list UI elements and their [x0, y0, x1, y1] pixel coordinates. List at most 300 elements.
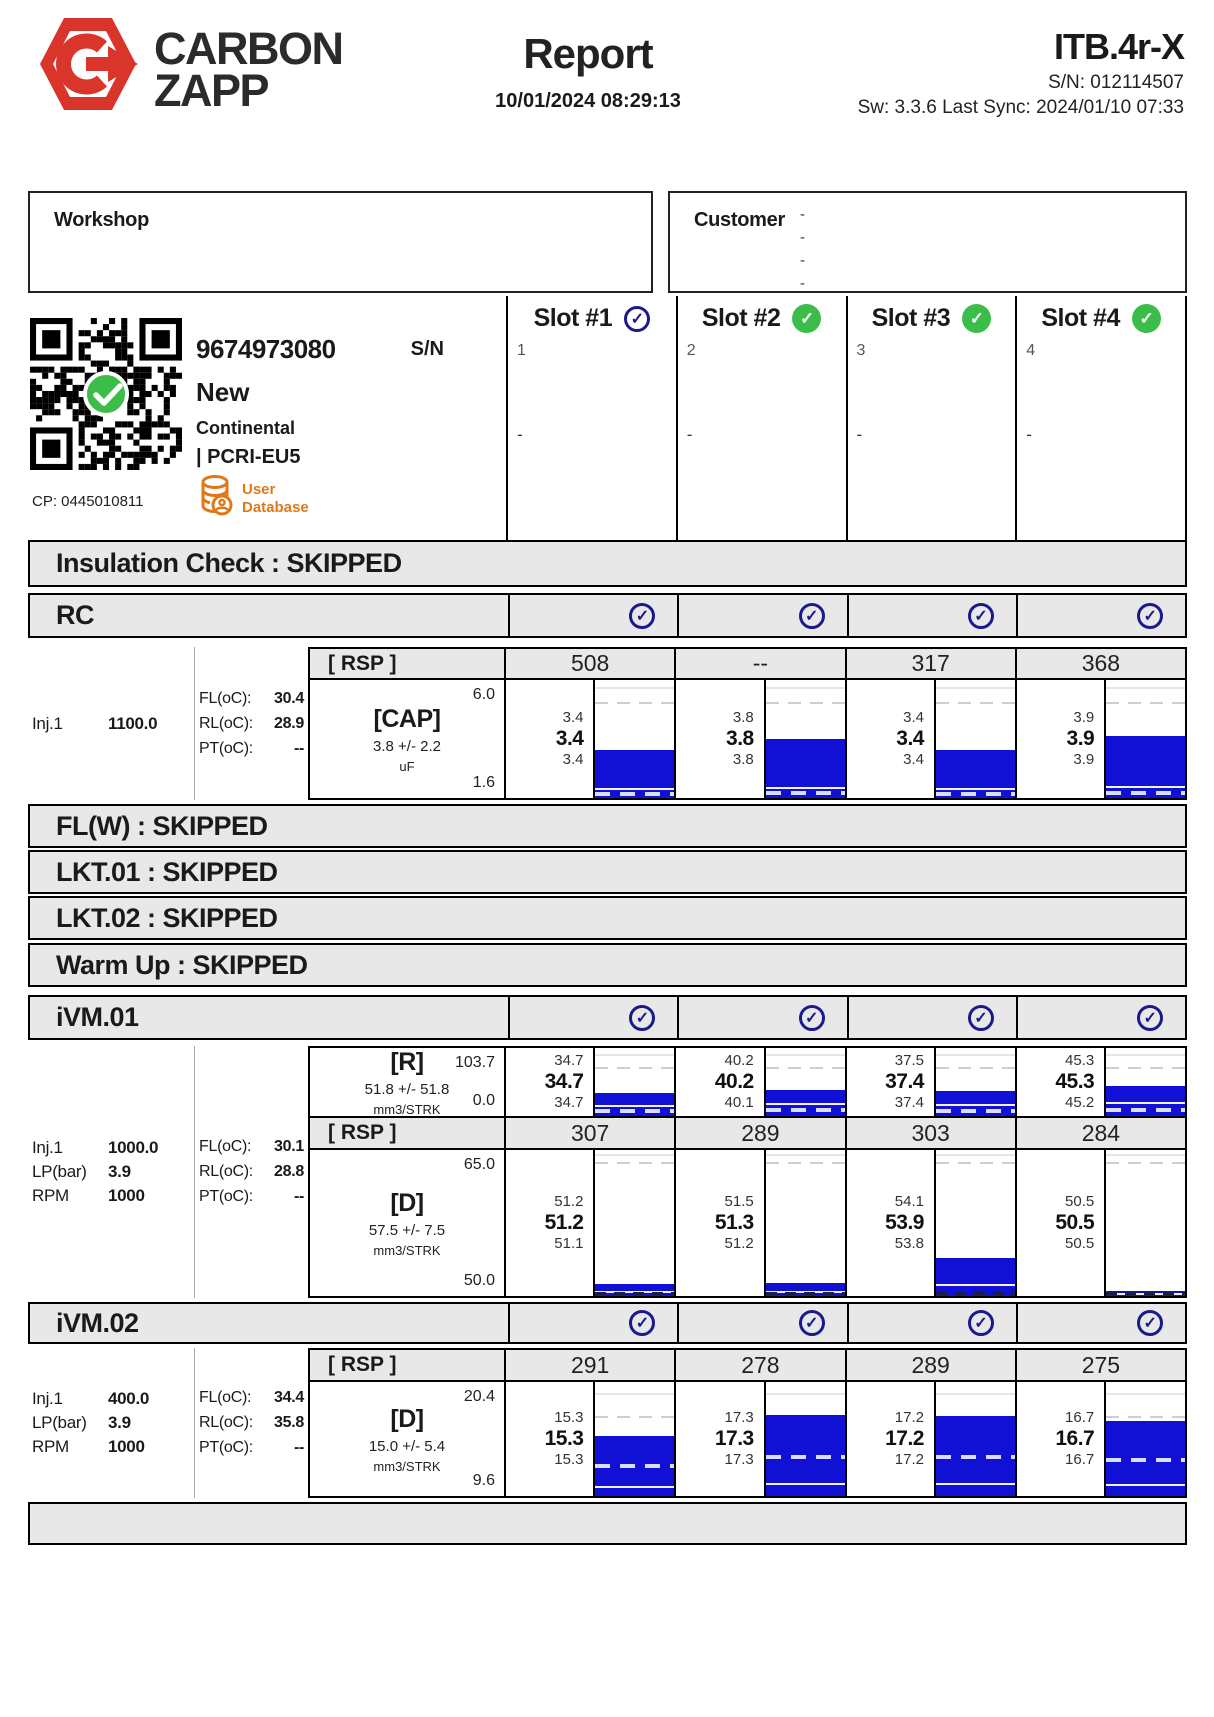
- injector-model: | PCRI-EU5: [196, 446, 301, 468]
- bar-fill: [595, 750, 674, 798]
- slot-header: [848, 296, 1016, 333]
- measure-avg: 53.9: [885, 1210, 924, 1234]
- bar-fill: [1106, 1086, 1185, 1116]
- tolerance-dash-line: [936, 1067, 1015, 1069]
- ivm02-temps: [195, 1348, 308, 1498]
- measure-min: 40.1: [724, 1094, 754, 1112]
- upper-guide-line: [595, 1054, 674, 1056]
- chart-row: [308, 1150, 1187, 1298]
- rsp-label: [ RSP ]: [308, 1118, 506, 1148]
- slot-column: [676, 296, 846, 540]
- measure-avg: 40.2: [714, 1069, 754, 1093]
- chart-range-min: 50.0: [463, 1272, 495, 1289]
- bar-fill: [595, 1093, 674, 1116]
- tolerance-dash-line: [1106, 1416, 1185, 1418]
- lower-tolerance-dash: [1106, 1292, 1185, 1295]
- lower-tolerance-dash: [936, 1292, 1015, 1295]
- banner-warmup-text: Warm Up : SKIPPED: [56, 949, 308, 980]
- chart-row: [308, 680, 1187, 800]
- upper-guide-line: [936, 1393, 1015, 1395]
- upper-guide-line: [595, 1393, 674, 1395]
- slot-measure-cell: [506, 1382, 676, 1496]
- measure-avg: 3.8: [726, 726, 754, 750]
- lower-tolerance-dash: [595, 1292, 674, 1295]
- bar-chart: [593, 680, 674, 798]
- condition-line: [32, 1160, 194, 1184]
- bar-chart: [764, 680, 845, 798]
- check-blue-icon: ✓: [799, 1005, 825, 1031]
- check-blue-icon: ✓: [799, 603, 825, 629]
- check-blue-icon: ✓: [1137, 1005, 1163, 1031]
- tolerance-dash-line: [766, 1067, 845, 1069]
- bar-marker-dash: [766, 791, 845, 795]
- injector-condition: New: [196, 377, 250, 407]
- condition-line: [32, 1411, 194, 1435]
- chart-name: [R]: [390, 1047, 424, 1076]
- check-blue-icon: ✓: [629, 603, 655, 629]
- banner-rc: [28, 593, 1187, 638]
- carbon-zapp-logo-icon: [38, 14, 138, 119]
- ivm01-temps: [195, 1046, 308, 1298]
- condition-line: [32, 1435, 194, 1459]
- slot-measure-cell: [847, 1048, 1017, 1116]
- slot-measure-cell: [506, 680, 676, 798]
- measure-values: [506, 680, 593, 798]
- rc-measure-rows: [308, 647, 1187, 800]
- measure-min: 51.2: [724, 1235, 754, 1253]
- measure-min: 34.7: [554, 1094, 584, 1112]
- measure-avg: 17.3: [714, 1426, 754, 1450]
- slot-title: Slot #4: [1041, 304, 1120, 332]
- banner-insulation-check: [28, 540, 1187, 587]
- chart-unit: mm3/STRK: [373, 1242, 441, 1258]
- rsp-label: [ RSP ]: [308, 649, 506, 678]
- measure-avg: 16.7: [1055, 1426, 1095, 1450]
- condition-value: 400.0: [108, 1389, 150, 1408]
- bar-chart: [934, 680, 1015, 798]
- rsp-value-cell: 303: [847, 1118, 1017, 1148]
- condition-line: [32, 712, 194, 736]
- bar-chart: [1104, 680, 1185, 798]
- check-green-icon: ✓: [962, 304, 991, 333]
- banner-slot-cell: [508, 997, 677, 1038]
- condition-value: 1000: [108, 1437, 145, 1456]
- chart-range-max: 65.0: [463, 1156, 495, 1173]
- check-blue-icon: ✓: [629, 1005, 655, 1031]
- slot-measure-cell: [1017, 680, 1187, 798]
- temperature-line: [199, 1414, 304, 1432]
- bar-fill: [766, 1415, 845, 1496]
- chart-row: [308, 1046, 1187, 1118]
- measure-values: [1017, 1382, 1104, 1496]
- bar-marker-line: [936, 1284, 1015, 1286]
- rc-block: [28, 647, 1187, 800]
- temperature-line: [199, 1188, 304, 1206]
- rsp-value-cell: 368: [1017, 649, 1187, 678]
- measure-avg: 3.4: [896, 726, 924, 750]
- banner-slot-cell: [508, 595, 677, 636]
- page-header: [38, 14, 1184, 119]
- bar-fill: [936, 750, 1015, 798]
- slot-header: [678, 296, 846, 333]
- temperature-value: 30.4: [274, 689, 304, 707]
- bar-chart: [934, 1150, 1015, 1296]
- measure-values: [676, 1382, 763, 1496]
- rc-conditions: [28, 647, 195, 800]
- check-green-icon: ✓: [792, 304, 821, 333]
- upper-guide-line: [595, 1154, 674, 1156]
- temperature-name: FL(oC):: [199, 1138, 252, 1155]
- temperature-value: 34.4: [274, 1389, 304, 1406]
- upper-guide-line: [766, 1054, 845, 1056]
- temperature-value: --: [293, 739, 304, 757]
- slot-title: Slot #2: [701, 304, 781, 332]
- bar-marker-dash: [1106, 1458, 1185, 1462]
- customer-line: -: [800, 252, 805, 269]
- bar-marker-line: [1106, 1484, 1185, 1486]
- measure-avg: 3.4: [555, 726, 584, 750]
- slot-column: [1015, 296, 1185, 540]
- bar-marker-dash: [936, 1109, 1015, 1113]
- slot-measure-cell: [847, 1150, 1017, 1296]
- check-blue-icon: ✓: [968, 1005, 994, 1031]
- measure-values: [676, 1048, 763, 1116]
- ivm02-conditions: [28, 1348, 195, 1498]
- chart-unit: mm3/STRK: [373, 1101, 441, 1117]
- tolerance-dash-line: [595, 1416, 674, 1418]
- measure-max: 15.3: [554, 1408, 584, 1426]
- slot-title: Slot #3: [871, 304, 951, 332]
- rsp-value-cell: 508: [506, 649, 676, 678]
- rsp-value-cell: 291: [506, 1350, 676, 1380]
- measure-avg: 51.2: [544, 1210, 584, 1234]
- brand-name: [154, 14, 343, 119]
- bar-marker-line: [595, 788, 674, 790]
- bar-fill: [766, 739, 845, 798]
- slot-number: 1: [517, 342, 526, 359]
- ivm02-title: iVM.02: [56, 1307, 139, 1338]
- qr-code-image: [30, 318, 182, 470]
- chart-range-max: 103.7: [454, 1054, 495, 1071]
- banner-insulation-text: Insulation Check : SKIPPED: [56, 548, 402, 578]
- injector-details: [196, 334, 501, 469]
- chart-unit: uF: [399, 758, 415, 774]
- check-blue-icon: ✓: [1137, 1310, 1163, 1336]
- measure-values: [676, 680, 763, 798]
- upper-guide-line: [1106, 1054, 1185, 1056]
- bar-marker-dash: [936, 792, 1015, 796]
- measure-max: 3.4: [562, 708, 584, 726]
- slot-note: -: [856, 425, 863, 444]
- upper-guide-line: [1106, 1154, 1185, 1156]
- measure-avg: 37.4: [885, 1069, 924, 1093]
- ivm01-measure-rows: [308, 1046, 1187, 1298]
- slot-column: [506, 296, 676, 540]
- slot-number: 4: [1026, 342, 1036, 359]
- device-info: [728, 14, 1184, 119]
- chart-row: [308, 1382, 1187, 1498]
- bar-marker-dash: [595, 1464, 674, 1468]
- slot-number: 2: [686, 342, 696, 359]
- tolerance-dash-line: [595, 1067, 674, 1069]
- bar-marker-dash: [1106, 1108, 1185, 1112]
- measure-max: 51.5: [724, 1192, 754, 1210]
- banner-slot-cell: [677, 595, 846, 636]
- condition-name: LP(bar): [32, 1413, 87, 1432]
- bar-marker-line: [1106, 1102, 1185, 1104]
- upper-guide-line: [766, 1393, 845, 1395]
- temperature-line: [199, 1389, 304, 1407]
- banner-slot-cell: [847, 1304, 1016, 1342]
- measure-values: [1017, 1048, 1104, 1116]
- qr-code: [30, 318, 182, 475]
- condition-name: RPM: [32, 1186, 69, 1205]
- banner-slot-cell: [847, 595, 1016, 636]
- chart-label-cell: [308, 1150, 506, 1296]
- slot-header: [1017, 296, 1185, 333]
- banner-slot-cell: [1016, 1304, 1185, 1342]
- page-title: Report: [523, 30, 653, 77]
- banner-slot-cell: [677, 1304, 846, 1342]
- temperature-value: 30.1: [274, 1138, 304, 1155]
- bar-chart: [593, 1382, 674, 1496]
- measure-avg: 45.3: [1055, 1069, 1095, 1093]
- measure-min: 3.4: [562, 751, 584, 769]
- customer-label: Customer: [694, 209, 785, 231]
- measure-max: 17.3: [724, 1408, 754, 1426]
- bar-chart: [593, 1150, 674, 1296]
- bar-marker-dash: [766, 1455, 845, 1459]
- banner-ivm01: [28, 995, 1187, 1040]
- measure-max: 34.7: [554, 1051, 584, 1069]
- temperature-name: RL(oC):: [199, 714, 253, 732]
- temperature-name: PT(oC):: [199, 1439, 253, 1456]
- chart-label-cell: [308, 1382, 506, 1496]
- measure-min: 3.9: [1073, 751, 1095, 769]
- tolerance-dash-line: [1106, 1162, 1185, 1164]
- upper-guide-line: [595, 687, 674, 689]
- measure-min: 17.3: [724, 1451, 754, 1469]
- temperature-line: [199, 1138, 304, 1156]
- device-serial: S/N: 012114507: [1048, 72, 1184, 93]
- lower-tolerance-dash: [766, 1292, 845, 1295]
- banner-lkt02-text: LKT.02 : SKIPPED: [56, 902, 278, 933]
- banner-flw-text: FL(W) : SKIPPED: [56, 810, 268, 841]
- chart-tolerance: 3.8 +/- 2.2: [373, 737, 441, 755]
- measure-values: [847, 1048, 934, 1116]
- rsp-value-cell: 307: [506, 1118, 676, 1148]
- tolerance-dash-line: [936, 1162, 1015, 1164]
- banner-slot-cell: [847, 997, 1016, 1038]
- chart-range-min: 9.6: [472, 1472, 495, 1489]
- bar-marker-line: [936, 788, 1015, 790]
- upper-guide-line: [936, 1054, 1015, 1056]
- banner-slot-cell: [677, 997, 846, 1038]
- bar-fill: [936, 1258, 1015, 1296]
- bar-marker-line: [595, 1486, 674, 1488]
- bar-fill: [1106, 1421, 1185, 1496]
- bar-chart: [764, 1048, 845, 1116]
- bar-marker-line: [1106, 786, 1185, 788]
- banner-slot-cell: [1016, 595, 1185, 636]
- temperature-line: [199, 1163, 304, 1181]
- measure-min: 53.8: [894, 1235, 924, 1253]
- brand-logo: [38, 14, 448, 119]
- measure-min: 16.7: [1065, 1451, 1095, 1469]
- measure-values: [506, 1382, 593, 1496]
- banner-slot-cell: [508, 1304, 677, 1342]
- temperature-value: 28.8: [274, 1163, 304, 1180]
- bar-chart: [1104, 1150, 1185, 1296]
- measure-max: 3.9: [1073, 708, 1095, 726]
- check-green-icon: ✓: [1132, 304, 1161, 333]
- tolerance-dash-line: [1106, 1067, 1185, 1069]
- user-database-line1: User: [242, 481, 276, 499]
- rc-temps: [195, 647, 308, 800]
- ivm02-measure-rows: [308, 1348, 1187, 1498]
- banner-slot-cell: [1016, 997, 1185, 1038]
- measure-avg: 3.9: [1066, 726, 1095, 750]
- check-blue-icon: ✓: [968, 603, 994, 629]
- condition-name: Inj.1: [32, 1389, 63, 1408]
- measure-max: 51.2: [554, 1192, 584, 1210]
- user-database-line2: Database: [242, 498, 309, 516]
- slot-measure-cell: [1017, 1048, 1187, 1116]
- banner-ivm02: [28, 1302, 1187, 1344]
- rsp-value-cell: 289: [676, 1118, 846, 1148]
- tolerance-dash-line: [595, 1162, 674, 1164]
- measure-values: [1017, 680, 1104, 798]
- ivm01-conditions: [28, 1046, 195, 1298]
- measure-values: [847, 680, 934, 798]
- measure-max: 17.2: [894, 1408, 924, 1426]
- chart-tolerance: 57.5 +/- 7.5: [368, 1221, 446, 1239]
- slot-columns: [506, 296, 1185, 540]
- rsp-row: [308, 1348, 1187, 1382]
- temperature-name: RL(oC):: [199, 1414, 253, 1431]
- condition-value: 3.9: [108, 1162, 131, 1181]
- injector-brand: Continental: [196, 418, 295, 438]
- slot-title: Slot #1: [533, 304, 613, 332]
- workshop-label: Workshop: [54, 209, 150, 231]
- device-sync: Sw: 3.3.6 Last Sync: 2024/01/10 07:33: [857, 97, 1184, 118]
- bar-chart: [764, 1150, 845, 1296]
- chart-name: [D]: [390, 1404, 424, 1433]
- measure-values: [847, 1150, 934, 1296]
- database-icon: [200, 475, 233, 522]
- slot-measure-cell: [676, 1048, 846, 1116]
- injector-serial: 9674973080: [196, 334, 336, 364]
- banner-flw: [28, 804, 1187, 848]
- bar-marker-dash: [936, 1455, 1015, 1459]
- customer-line: -: [800, 229, 805, 246]
- tolerance-dash-line: [766, 702, 845, 704]
- brand-line2: ZAPP: [154, 65, 269, 117]
- upper-guide-line: [936, 687, 1015, 689]
- condition-value: 1000.0: [108, 1138, 159, 1157]
- ivm01-block: [28, 1046, 1187, 1298]
- temperature-line: [199, 1439, 304, 1457]
- slot-note: -: [1026, 425, 1032, 444]
- injector-cp-code: CP: 0445010811: [32, 493, 144, 510]
- rsp-value-cell: 284: [1017, 1118, 1187, 1148]
- chart-range-min: 0.0: [472, 1092, 495, 1109]
- condition-value: 3.9: [108, 1413, 131, 1432]
- slot-number: 3: [856, 342, 866, 359]
- slot-note: -: [517, 425, 523, 444]
- temperature-name: PT(oC):: [199, 739, 253, 757]
- temperature-name: FL(oC):: [199, 689, 252, 707]
- measure-max: 3.4: [903, 708, 924, 726]
- chart-name: [D]: [390, 1188, 424, 1217]
- rsp-value-cell: 317: [847, 649, 1017, 678]
- chart-tolerance: 51.8 +/- 51.8: [364, 1080, 450, 1098]
- measure-values: [506, 1048, 593, 1116]
- check-blue-icon: ✓: [1137, 603, 1163, 629]
- rsp-value-cell: 289: [847, 1350, 1017, 1380]
- slot-measure-cell: [676, 1382, 846, 1496]
- slot-measure-cell: [847, 680, 1017, 798]
- temperature-value: 28.9: [274, 714, 304, 732]
- temperature-name: PT(oC):: [199, 1188, 253, 1205]
- condition-line: [32, 1184, 194, 1208]
- tolerance-dash-line: [595, 702, 674, 704]
- bar-fill: [766, 1090, 845, 1116]
- chart-tolerance: 15.0 +/- 5.4: [368, 1437, 446, 1455]
- user-database-label: [242, 481, 309, 516]
- bar-marker-line: [766, 1483, 845, 1485]
- customer-lines: [800, 203, 805, 295]
- measure-avg: 17.2: [885, 1426, 924, 1450]
- ivm02-check-row: [508, 1304, 1185, 1342]
- chart-label-cell: [308, 1048, 506, 1116]
- brand-line1: CARBON: [154, 23, 343, 74]
- measure-max: 37.5: [894, 1051, 924, 1069]
- temperature-name: RL(oC):: [199, 1163, 253, 1180]
- slot-measure-cell: [847, 1382, 1017, 1496]
- bar-chart: [764, 1382, 845, 1496]
- slot-measure-cell: [1017, 1150, 1187, 1296]
- tolerance-dash-line: [936, 702, 1015, 704]
- condition-value: 1100.0: [108, 713, 158, 733]
- customer-line: -: [800, 275, 805, 292]
- bar-marker-dash: [1106, 791, 1185, 795]
- banner-footer-empty: [28, 1502, 1187, 1545]
- measure-min: 45.2: [1065, 1094, 1095, 1112]
- measure-values: [676, 1150, 763, 1296]
- measure-max: 3.8: [732, 708, 754, 726]
- bar-chart: [1104, 1382, 1185, 1496]
- customer-line: -: [800, 206, 805, 223]
- rc-check-row: [508, 595, 1185, 636]
- banner-lkt01: [28, 850, 1187, 894]
- tolerance-dash-line: [1106, 702, 1185, 704]
- rsp-row: [308, 1118, 1187, 1150]
- slot-note: -: [686, 425, 693, 444]
- temperature-line: [199, 690, 304, 708]
- measure-min: 37.4: [894, 1094, 924, 1112]
- check-blue-icon: ✓: [624, 306, 650, 332]
- temperature-line: [199, 740, 304, 758]
- measure-min: 3.8: [732, 751, 754, 769]
- condition-name: Inj.1: [32, 1138, 63, 1157]
- bar-chart: [1104, 1048, 1185, 1116]
- bar-marker-line: [936, 1104, 1015, 1106]
- rc-title: RC: [56, 600, 94, 630]
- temperature-value: --: [293, 1188, 304, 1205]
- slot-measure-cell: [1017, 1382, 1187, 1496]
- bar-chart: [934, 1048, 1015, 1116]
